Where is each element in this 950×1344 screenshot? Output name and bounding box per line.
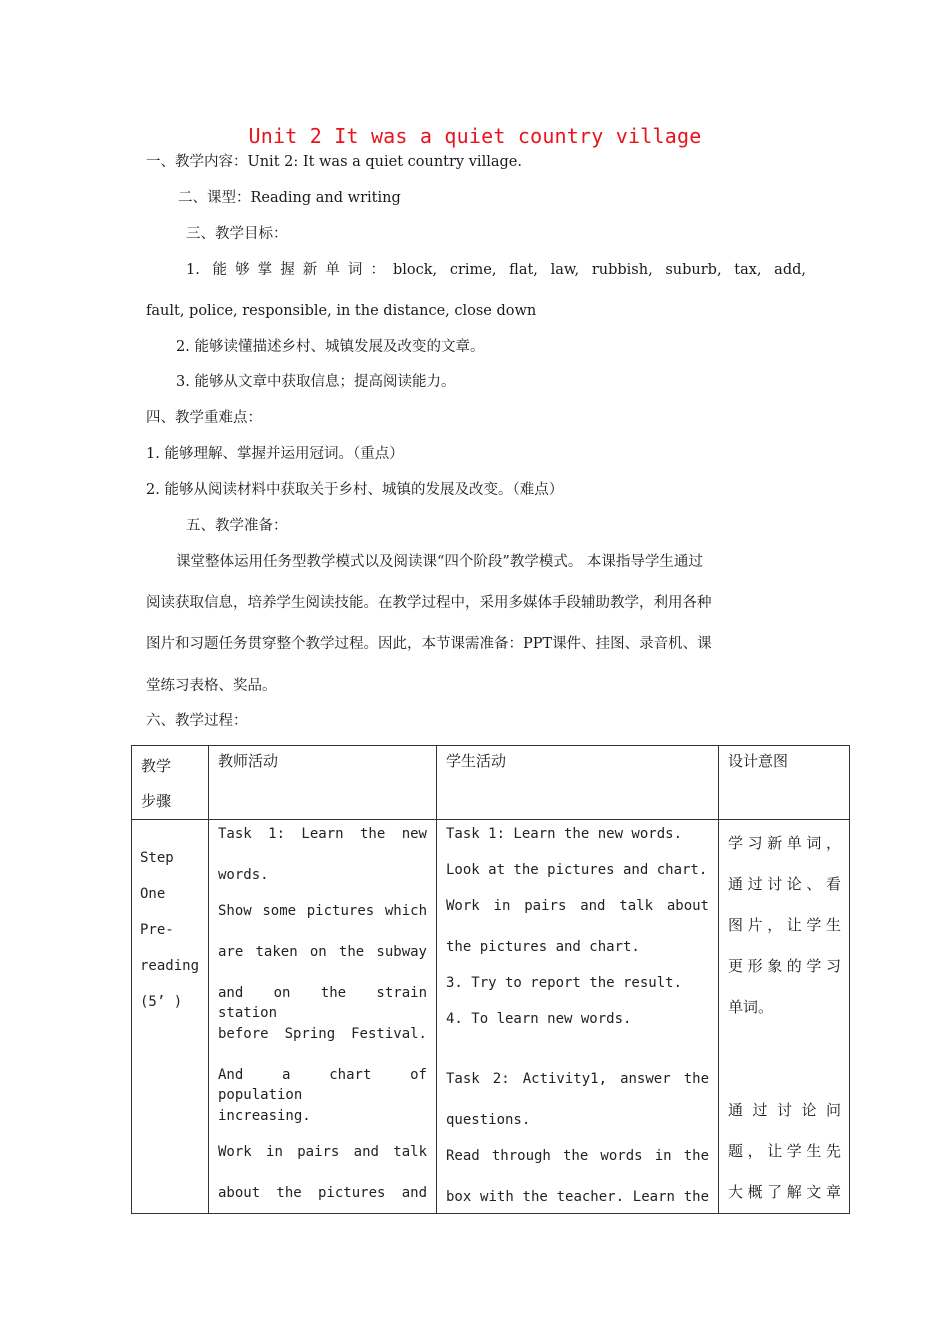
design-line: 图片，让学生 <box>728 916 841 934</box>
cell-teacher-activity <box>209 820 437 1214</box>
section-lesson-type: 二、课型：Reading and writing <box>178 190 401 206</box>
student-line: Task 2: Activity1, answer the <box>446 1071 709 1087</box>
prep-line-4: 堂练习表格、奖品。 <box>146 678 277 694</box>
step-line: One <box>140 886 166 902</box>
teacher-line: and on the strain station <box>218 985 427 1021</box>
section-teaching-goals: 三、教学目标： <box>186 226 288 242</box>
goal-2: 2. 能够读懂描述乡村、城镇发展及改变的文章。 <box>176 339 485 355</box>
cell-design-intent <box>719 820 850 1214</box>
header-step-line-1: 教学 <box>141 757 172 775</box>
design-line: 通过讨论问 <box>728 1101 841 1119</box>
goal-3: 3. 能够从文章中获取信息；提高阅读能力。 <box>176 374 456 390</box>
teacher-line: Work in pairs and talk <box>218 1144 427 1160</box>
section-key-points: 四、教学重难点： <box>146 410 262 426</box>
step-line: Step <box>140 850 174 866</box>
student-line: Read through the words in the <box>446 1148 709 1164</box>
prep-line-2: 阅读获取信息，培养学生阅读技能。在教学过程中，采用多媒体手段辅助教学，利用各种 <box>146 595 712 611</box>
student-line: Task 1: Learn the new words. <box>446 826 683 842</box>
design-line: 更形象的学习 <box>728 957 841 975</box>
student-line: Look at the pictures and chart. <box>446 862 708 878</box>
teacher-line: words. <box>218 867 269 883</box>
header-teacher-activity: 教师活动 <box>209 746 437 820</box>
cell-student-activity <box>437 820 719 1214</box>
student-line: Work in pairs and talk about <box>446 898 709 914</box>
header-design-intent: 设计意图 <box>719 746 850 820</box>
prep-line-1: 课堂整体运用任务型教学模式以及阅读课“四个阶段”教学模式。 本课指导学生通过 <box>176 554 703 570</box>
goal-1-line-2: fault, police, responsible, in the distance, close down <box>146 303 537 319</box>
student-line: the pictures and chart. <box>446 939 640 955</box>
header-step <box>132 746 209 820</box>
design-line: 学习新单词， <box>728 834 841 852</box>
teacher-line: before Spring Festival. <box>218 1026 427 1042</box>
key-point-2: 2. 能够从阅读材料中获取关于乡村、城镇的发展及改变。（难点） <box>146 482 564 498</box>
teacher-line: are taken on the subway <box>218 944 427 960</box>
student-line: questions. <box>446 1112 531 1128</box>
student-line: 4. To learn new words. <box>446 1011 632 1027</box>
design-line: 题，让学生先 <box>728 1142 841 1160</box>
header-step-line-2: 步骤 <box>141 792 172 810</box>
table-row-step-one <box>132 820 850 1214</box>
section-teaching-content: 一、教学内容：Unit 2: It was a quiet country village. <box>146 154 522 170</box>
design-line: 大概了解文章 <box>728 1183 841 1201</box>
design-line: 单词。 <box>728 998 774 1016</box>
section-teaching-process: 六、教学过程： <box>146 713 248 729</box>
table-header-row <box>132 746 850 820</box>
teacher-line: And a chart of population <box>218 1067 427 1103</box>
step-line: (5’ ) <box>140 994 183 1010</box>
student-line: 3. Try to report the result. <box>446 975 683 991</box>
prep-line-3: 图片和习题任务贯穿整个教学过程。因此，本节课需准备：PPT课件、挂图、录音机、课 <box>146 636 712 652</box>
cell-step <box>132 820 209 1214</box>
step-line: Pre- <box>140 922 174 938</box>
student-line: box with the teacher. Learn the <box>446 1189 709 1205</box>
design-line: 通过讨论、看 <box>728 875 841 893</box>
teaching-process-table <box>131 745 850 1214</box>
teacher-line: increasing. <box>218 1108 311 1124</box>
step-line: reading <box>140 958 200 974</box>
teacher-line: about the pictures and <box>218 1185 427 1201</box>
section-preparation: 五、教学准备： <box>186 518 288 534</box>
key-point-1: 1. 能够理解、掌握并运用冠词。（重点） <box>146 446 404 462</box>
teacher-line: Show some pictures which <box>218 903 427 919</box>
teacher-line: Task 1: Learn the new <box>218 826 427 842</box>
header-student-activity: 学生活动 <box>437 746 719 820</box>
document-title: Unit 2 It was a quiet country village <box>248 124 702 148</box>
goal-1-line-1: 1. 能够掌握新单词：block, crime, flat, law, rubbish, suburb, tax, add, <box>186 262 806 278</box>
